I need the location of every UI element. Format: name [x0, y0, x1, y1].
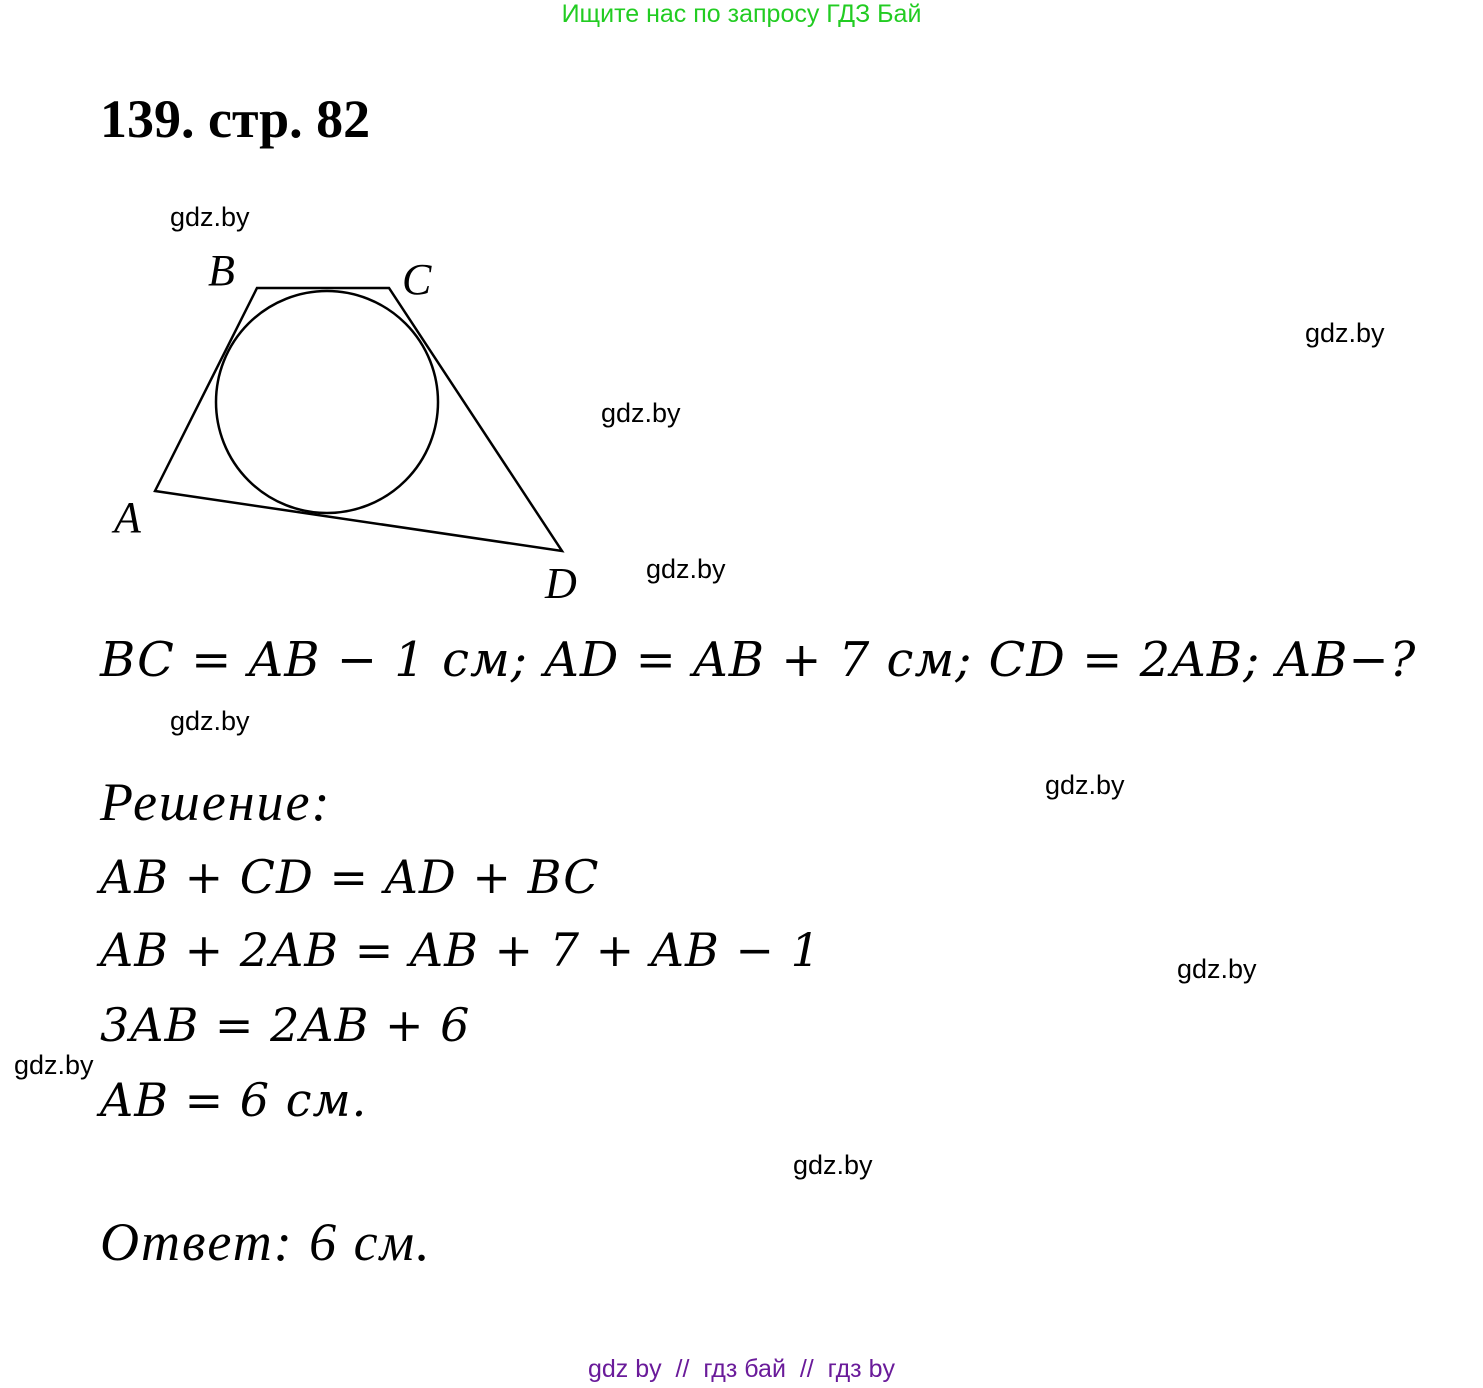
vertex-label-d: D [545, 559, 577, 608]
inscribed-circle [216, 291, 438, 513]
trapezoid-figure [0, 0, 700, 620]
watermark: gdz.by [793, 1150, 873, 1180]
vertex-label-c: C [402, 255, 432, 304]
top-banner: Ищите нас по запросу ГДЗ Бай [561, 0, 922, 28]
solution-line-1: AB + CD = AD + BC [100, 850, 600, 904]
watermark: gdz.by [646, 554, 726, 584]
solution-line-4: AB = 6 см. [100, 1073, 368, 1127]
answer-text: Ответ: 6 см. [100, 1212, 432, 1272]
bottom-banner: gdz by // гдз бай // гдз by [587, 1355, 895, 1383]
vertex-label-b: B [208, 246, 235, 295]
page-title: 139. стр. 82 [100, 89, 371, 149]
solution-line-2: AB + 2AB = AB + 7 + AB − 1 [100, 923, 821, 977]
watermark: gdz.by [601, 398, 681, 428]
watermark: gdz.by [1045, 770, 1125, 800]
watermark: gdz.by [14, 1050, 94, 1080]
solution-heading: Решение: [100, 772, 332, 832]
quadrilateral-abcd [155, 288, 562, 551]
watermark: gdz.by [1177, 954, 1257, 984]
watermark: gdz.by [1305, 318, 1385, 348]
watermark: gdz.by [170, 202, 250, 232]
problem-condition: BC = AB − 1 см; AD = AB + 7 см; CD = 2AB; AB−? [100, 632, 1417, 688]
watermark: gdz.by [170, 706, 250, 736]
solution-line-3: 3AB = 2AB + 6 [100, 998, 471, 1052]
vertex-label-a: A [114, 493, 141, 542]
